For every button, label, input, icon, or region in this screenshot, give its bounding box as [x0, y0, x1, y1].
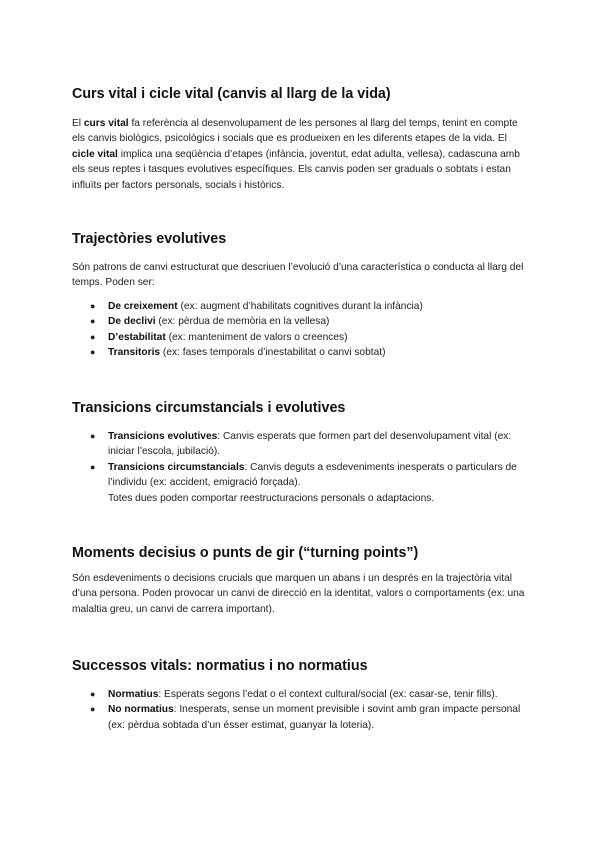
heading-successos-vitals: Successos vitals: normatius i no normatius	[72, 658, 368, 674]
list-item-term: De declivi	[108, 316, 156, 328]
list-item-desc: : Esperats segons l’edat o el context cultural/social (ex: casar-se, tenir fills).	[158, 689, 498, 700]
list-item	[72, 429, 530, 460]
heading-trajectories: Trajectòries evolutives	[72, 231, 227, 247]
list-item-desc: (ex: augment d’habilitats cognitives durant la infància)	[177, 301, 423, 312]
bullet-icon: ●	[90, 431, 96, 441]
heading-curs-vital: Curs vital i cicle vital (canvis al llarg de la vida)	[72, 86, 391, 102]
list-item	[72, 299, 530, 314]
list-item-term: Normatius	[108, 689, 159, 700]
text-run: fa referència al desenvolupament de les persones al llarg del temps, tenint en compte els canvis biològics, psicològics i socials que es produeixen en les diferents etapes de la vida. El	[72, 118, 518, 145]
list-item	[72, 702, 530, 733]
list-item-term: De creixement	[108, 301, 178, 312]
list-item	[72, 460, 530, 506]
term-cicle-vital: cicle vital	[72, 148, 118, 160]
list-item-term: Transicions evolutives	[108, 431, 218, 442]
list-transicions	[72, 429, 530, 506]
list-successos	[72, 687, 530, 733]
list-item-term: Transicions circumstancials	[108, 461, 245, 473]
text-run: implica una seqüència d’etapes (infància, joventut, edat adulta, vellesa), cadascuna amb els seus reptes i tasques evolutives específiques. Els canvis poden ser graduals o sobtats i estan influïts per factors personals, socials i històrics.	[72, 148, 520, 191]
bullet-icon: ●	[90, 316, 96, 327]
list-note: Totes dues poden comportar reestructuracions personals o adaptacions.	[108, 492, 435, 504]
bullet-icon: ●	[90, 331, 96, 342]
paragraph-trajectories-intro: Són patrons de canvi estructurat que descriuen l’evolució d’una característica o conducta al llarg del temps. Poden ser:	[72, 262, 524, 289]
bullet-icon: ●	[90, 461, 96, 472]
list-item-desc: : Canvis deguts a esdeveniments inesperats o particulars de l’individu (ex: accident, emigració forçada).	[108, 461, 517, 489]
list-item-desc: : Inesperats, sense un moment previsible i sovint amb gran impacte personal (ex: pèrdua sobtada d’un ésser estimat, guanyar la loteria).	[108, 704, 521, 731]
list-item-desc: : Canvis esperats que formen part del desenvolupament vital (ex: iniciar l’escola, jubilació).	[108, 431, 512, 458]
list-item-term: D’estabilitat	[108, 331, 166, 343]
bullet-icon: ●	[90, 347, 96, 358]
paragraph-moments-decisius: Són esdeveniments o decisions crucials que marquen un abans i un després en la trajectòria vital d’una persona. Poden provocar un canvi de direcció en la identitat, valors o comportaments (ex: una malaltia greu, un canvi de carrera important).	[72, 573, 525, 615]
list-item	[72, 314, 530, 329]
paragraph-curs-vital	[72, 116, 530, 193]
heading-moments-decisius: Moments decisius o punts de gir (“turning points”)	[72, 545, 419, 561]
list-item-desc: (ex: manteniment de valors o creences)	[165, 331, 348, 343]
list-item-term: Transitoris	[108, 347, 161, 359]
list-item-desc: (ex: fases temporals d’inestabilitat o canvi sobtat)	[160, 347, 386, 359]
text-run: El	[72, 118, 84, 129]
term-curs-vital: curs vital	[83, 118, 129, 129]
list-item-term: No normatius	[108, 704, 174, 716]
list-item	[72, 345, 530, 360]
heading-transicions: Transicions circumstancials i evolutives	[72, 400, 346, 416]
bullet-icon: ●	[90, 704, 96, 715]
list-item	[72, 687, 530, 702]
list-trajectories	[72, 299, 530, 361]
list-item-desc: (ex: pèrdua de memòria en la vellesa)	[155, 316, 330, 328]
bullet-icon: ●	[90, 689, 96, 699]
bullet-icon: ●	[90, 301, 96, 311]
list-item	[72, 330, 530, 345]
